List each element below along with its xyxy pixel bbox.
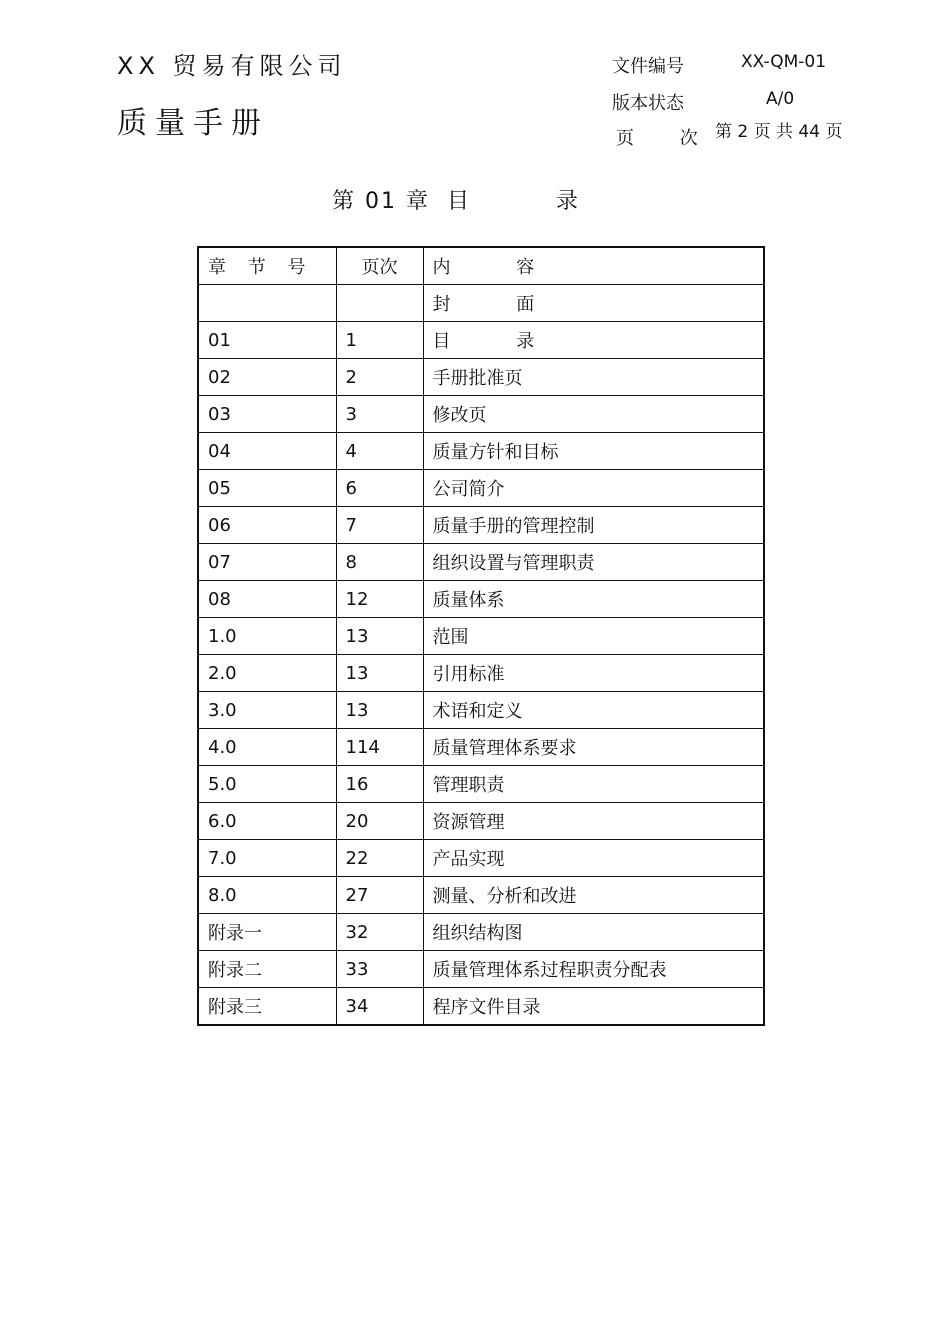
toc-page-cell: 13 [336, 655, 423, 692]
toc-page-cell: 20 [336, 803, 423, 840]
table-row [198, 692, 764, 729]
toc-content-cell: 资源管理 [423, 803, 764, 840]
header-section: 章 节 号 [198, 247, 336, 285]
toc-section-cell: 03 [198, 396, 336, 433]
toc-page-cell: 3 [336, 396, 423, 433]
table-row [198, 433, 764, 470]
toc-section-cell: 04 [198, 433, 336, 470]
toc-section-cell: 2.0 [198, 655, 336, 692]
table-row [198, 507, 764, 544]
toc-page-cell: 33 [336, 951, 423, 988]
toc-page-cell: 7 [336, 507, 423, 544]
toc-page-cell: 8 [336, 544, 423, 581]
toc-content-cell: 手册批准页 [423, 359, 764, 396]
table-row [198, 914, 764, 951]
version-value: A/0 [766, 89, 795, 109]
toc-content-cell: 产品实现 [423, 840, 764, 877]
company-name: XX 贸易有限公司 [117, 52, 347, 80]
table-row [198, 729, 764, 766]
table-row [198, 803, 764, 840]
toc-content-cell: 质量管理体系过程职责分配表 [423, 951, 764, 988]
toc-page-cell: 16 [336, 766, 423, 803]
table-row [198, 655, 764, 692]
table-row [198, 618, 764, 655]
header-content: 内 容 [423, 247, 764, 285]
toc-section-cell: 附录二 [198, 951, 336, 988]
table-row [198, 581, 764, 618]
table-row [198, 988, 764, 1026]
toc-page-cell: 32 [336, 914, 423, 951]
chapter-number: 第 01 章 [332, 189, 430, 214]
toc-content-cell: 组织设置与管理职责 [423, 544, 764, 581]
table-row [198, 766, 764, 803]
toc-content-cell: 测量、分析和改进 [423, 877, 764, 914]
toc-section-cell: 08 [198, 581, 336, 618]
toc-page-cell: 13 [336, 692, 423, 729]
toc-content-cell: 范围 [423, 618, 764, 655]
table-row [198, 285, 764, 322]
table-row [198, 544, 764, 581]
chapter-title [0, 184, 950, 215]
table-row [198, 322, 764, 359]
toc-section-cell: 6.0 [198, 803, 336, 840]
toc-page-cell [336, 285, 423, 322]
toc-section-cell: 02 [198, 359, 336, 396]
toc-section-cell: 07 [198, 544, 336, 581]
toc-section-cell: 附录三 [198, 988, 336, 1026]
toc-page-cell: 22 [336, 840, 423, 877]
toc-content-cell: 质量管理体系要求 [423, 729, 764, 766]
toc-section-cell: 5.0 [198, 766, 336, 803]
toc-content-cell: 公司简介 [423, 470, 764, 507]
table-row [198, 951, 764, 988]
page-label: 页 次 [616, 128, 718, 149]
toc-page-cell: 2 [336, 359, 423, 396]
table-row [198, 359, 764, 396]
header-page: 页次 [336, 247, 423, 285]
toc-content-cell: 程序文件目录 [423, 988, 764, 1026]
toc-page-cell: 1 [336, 322, 423, 359]
toc-page-cell: 114 [336, 729, 423, 766]
toc-content-cell: 术语和定义 [423, 692, 764, 729]
toc-section-cell: 1.0 [198, 618, 336, 655]
chapter-name: 目 录 [446, 189, 618, 214]
toc-section-cell: 8.0 [198, 877, 336, 914]
table-row [198, 877, 764, 914]
manual-title: 质量手册 [117, 106, 269, 141]
toc-page-cell: 4 [336, 433, 423, 470]
table-row [198, 840, 764, 877]
page-value: 第 2 页 共 44 页 [715, 122, 843, 142]
doc-number-value: XX-QM-01 [741, 52, 827, 72]
toc-page-cell: 12 [336, 581, 423, 618]
toc-section-cell [198, 285, 336, 322]
toc-section-cell: 01 [198, 322, 336, 359]
toc-content-cell: 封 面 [423, 285, 764, 322]
toc-content-cell: 组织结构图 [423, 914, 764, 951]
toc-table [197, 246, 765, 1026]
toc-page-cell: 6 [336, 470, 423, 507]
toc-content-cell: 质量方针和目标 [423, 433, 764, 470]
toc-section-cell: 05 [198, 470, 336, 507]
table-row [198, 396, 764, 433]
toc-section-cell: 7.0 [198, 840, 336, 877]
toc-section-cell: 3.0 [198, 692, 336, 729]
toc-content-cell: 修改页 [423, 396, 764, 433]
toc-content-cell: 质量手册的管理控制 [423, 507, 764, 544]
toc-page-cell: 13 [336, 618, 423, 655]
doc-number-label: 文件编号 [612, 56, 684, 77]
toc-page-cell: 34 [336, 988, 423, 1026]
table-row [198, 470, 764, 507]
toc-page-cell: 27 [336, 877, 423, 914]
toc-content-cell: 引用标准 [423, 655, 764, 692]
version-label: 版本状态 [612, 93, 684, 114]
toc-content-cell: 质量体系 [423, 581, 764, 618]
toc-section-cell: 附录一 [198, 914, 336, 951]
toc-content-cell: 目 录 [423, 322, 764, 359]
toc-content-cell: 管理职责 [423, 766, 764, 803]
toc-section-cell: 4.0 [198, 729, 336, 766]
toc-header-row [198, 247, 764, 285]
toc-section-cell: 06 [198, 507, 336, 544]
